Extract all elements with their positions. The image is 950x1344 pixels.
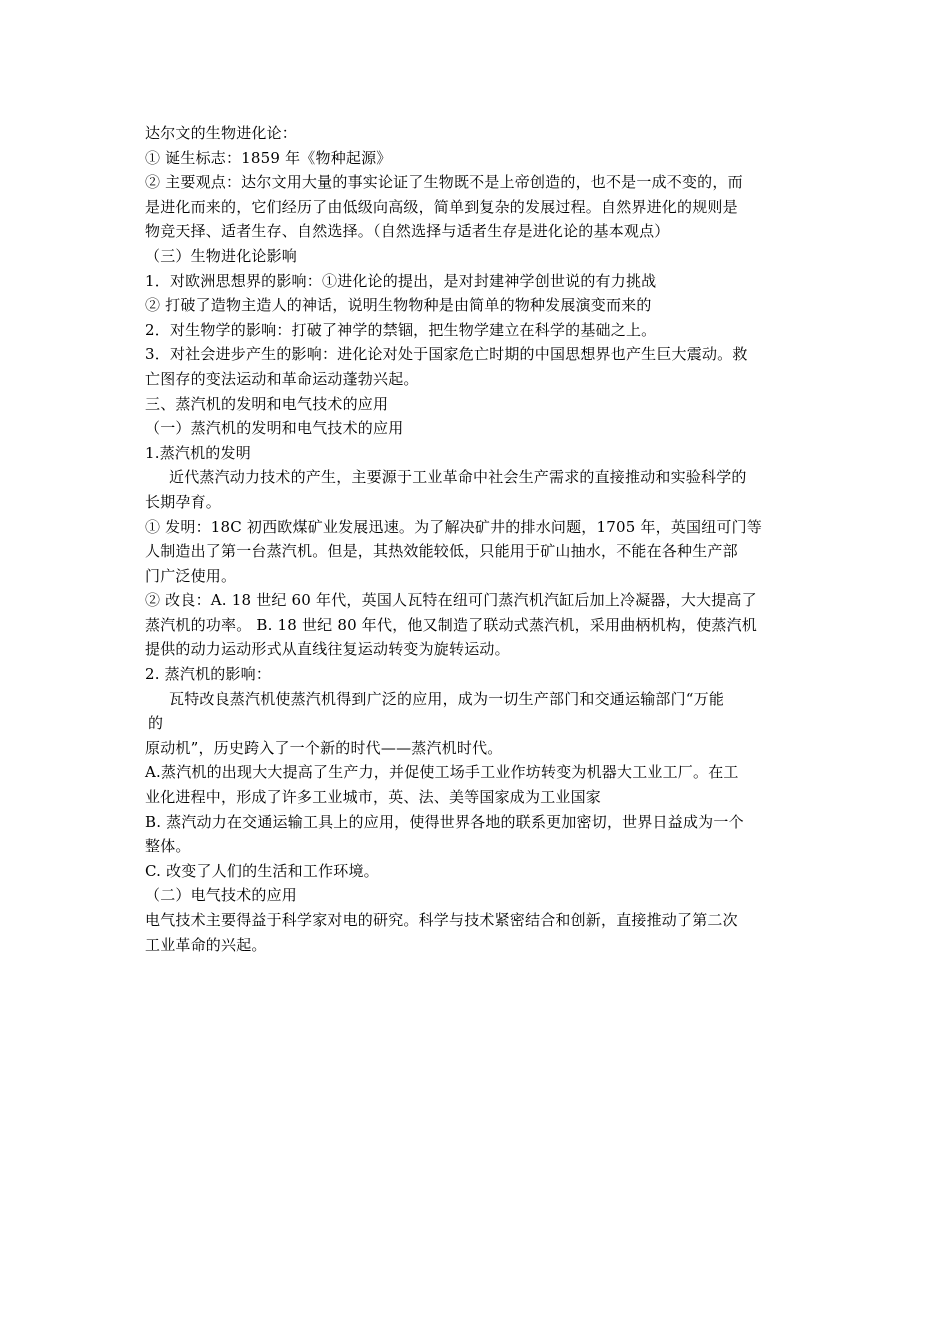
text-line: ① 诞生标志：1859 年《物种起源》 <box>145 148 392 167</box>
heading-darwin-evolution: 达尔文的生物进化论： <box>145 124 298 142</box>
text-line: 工业革命的兴起。 <box>145 935 267 954</box>
text-line: 整体。 <box>145 837 191 856</box>
text-line: 长期孕育。 <box>145 492 222 511</box>
section-heading: （三）生物进化论影响 <box>145 246 298 265</box>
document-body <box>145 121 810 957</box>
text-line: 人制造出了第一台蒸汽机。但是，其热效能较低，只能用于矿山抽水，不能在各种生产部 <box>145 542 738 561</box>
text-line: 业化进程中，形成了许多工业城市，英、法、美等国家成为工业国家 <box>145 788 602 807</box>
section-heading: 三、蒸汽机的发明和电气技术的应用 <box>145 394 389 413</box>
text-line: 是进化而来的，它们经历了由低级向高级，简单到复杂的发展过程。自然界进化的规则是 <box>145 197 738 216</box>
section-heading: （二）电气技术的应用 <box>145 886 298 905</box>
text-line: 3．对社会进步产生的影响：进化论对处于国家危亡时期的中国思想界也产生巨大震动。救 <box>145 345 748 364</box>
text-line: 2．对生物学的影响：打破了神学的禁锢，把生物学建立在科学的基础之上。 <box>145 320 657 339</box>
text-line: B. 蒸汽动力在交通运输工具上的应用，使得世界各地的联系更加密切，世界日益成为一个 <box>145 812 744 831</box>
text-line: 亡图存的变法运动和革命运动蓬勃兴起。 <box>145 369 419 388</box>
text-line: 的 <box>148 714 164 733</box>
subsection-heading: 2. 蒸汽机的影响： <box>145 665 272 684</box>
section-heading: （一）蒸汽机的发明和电气技术的应用 <box>145 419 404 438</box>
text-line: 1．对欧洲思想界的影响：①进化论的提出，是对封建神学创世说的有力挑战 <box>145 271 657 290</box>
text-line: 蒸汽机的功率。 B. 18 世纪 80 年代，他又制造了联动式蒸汽机，采用曲柄机构，使蒸汽机 <box>145 615 758 634</box>
text-line: 近代蒸汽动力技术的产生，主要源于工业革命中社会生产需求的直接推动和实验科学的 <box>169 468 747 487</box>
text-line: 瓦特改良蒸汽机使蒸汽机得到广泛的应用，成为一切生产部门和交通运输部门“万能 <box>169 689 725 708</box>
text-line: C. 改变了人们的生活和工作环境。 <box>145 861 379 880</box>
text-line: A.蒸汽机的出现大大提高了生产力，并促使工场手工业作坊转变为机器大工业工厂。在工 <box>145 763 739 782</box>
text-line: 门广泛使用。 <box>145 566 237 585</box>
text-line: 电气技术主要得益于科学家对电的研究。科学与技术紧密结合和创新，直接推动了第二次 <box>145 911 738 929</box>
text-line: ② 主要观点：达尔文用大量的事实论证了生物既不是上帝创造的，也不是一成不变的，而 <box>145 173 743 192</box>
text-line: ② 打破了造物主造人的神话，说明生物物种是由简单的物种发展演变而来的 <box>145 296 652 315</box>
text-line: 原动机”，历史跨入了一个新的时代——蒸汽机时代。 <box>145 738 503 757</box>
text-line: 提供的动力运动形式从直线往复运动转变为旋转运动。 <box>145 640 510 659</box>
text-line: ② 改良：A. 18 世纪 60 年代，英国人瓦特在纽可门蒸汽机汽缸后加上冷凝器，大大提高了 <box>145 591 757 610</box>
text-line: 物竞天择、适者生存、自然选择。（自然选择与适者生存是进化论的基本观点） <box>145 222 670 241</box>
subsection-heading: 1.蒸汽机的发明 <box>145 443 251 462</box>
text-line: ① 发明：18C 初西欧煤矿业发展迅速。为了解决矿井的排水问题，1705 年，英国纽可门等 <box>145 517 763 536</box>
